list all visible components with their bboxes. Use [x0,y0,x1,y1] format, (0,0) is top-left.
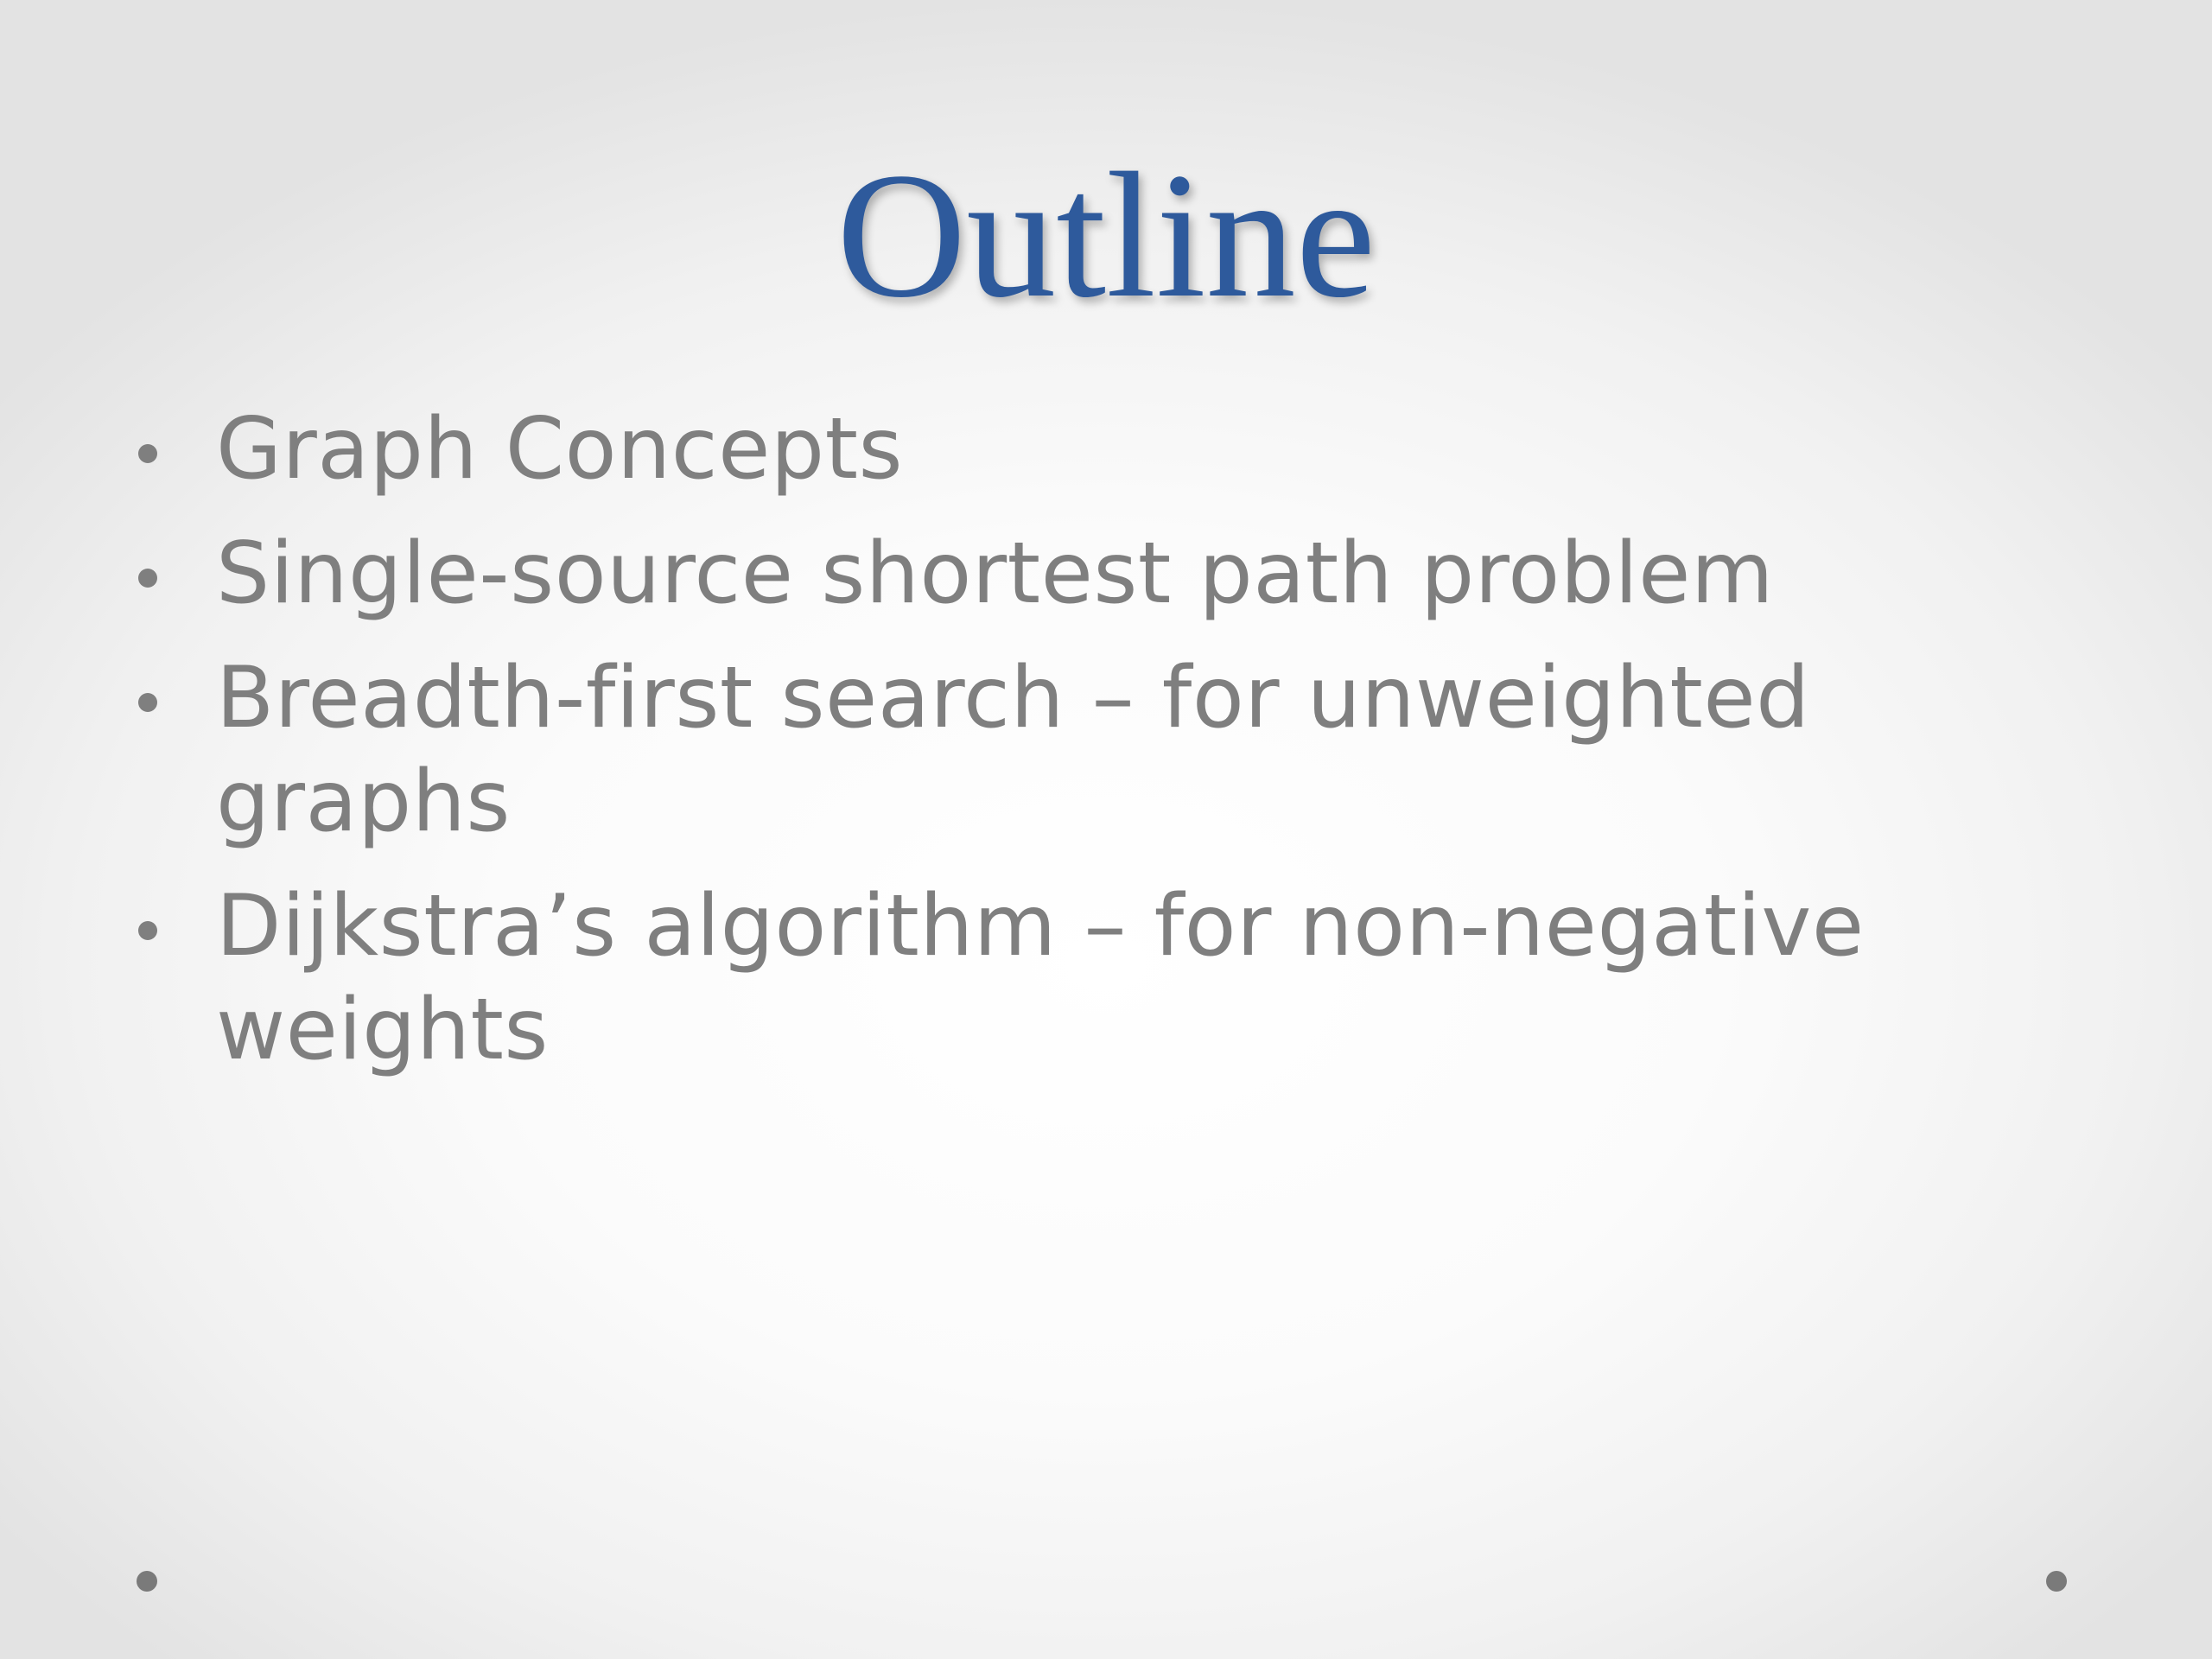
corner-dot-right-icon [2046,1571,2067,1592]
bullet-list [130,397,2117,1103]
bullet-text: Graph Concepts [216,400,904,499]
bullet-text: Breadth-first search – for unweighted graphs [216,649,1810,851]
bullet-text: Dijkstra’s algorithm – for non-negative weights [216,877,1865,1079]
bullet-dot-icon [138,693,157,712]
slide-title: Outline [836,136,1376,334]
bullet-text: Single-source shortest path problem [216,524,1774,623]
bullet-item [130,397,2117,501]
bullet-dot-icon [138,921,157,940]
bullet-dot-icon [138,444,157,463]
bullet-item [130,522,2117,626]
bullet-item [130,646,2117,854]
bullet-dot-icon [138,569,157,588]
corner-dot-left-icon [137,1571,157,1592]
bullet-item [130,874,2117,1082]
